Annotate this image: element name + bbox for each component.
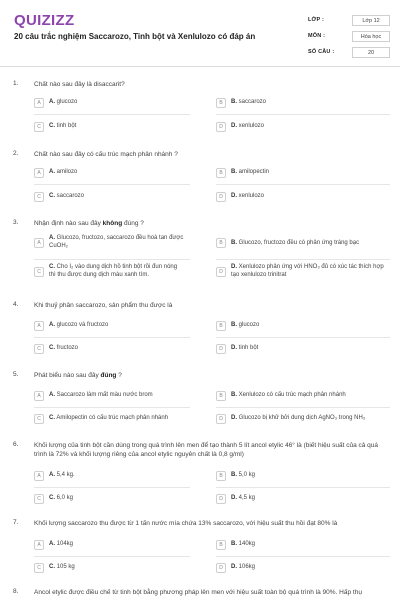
option-letter-box: C — [34, 122, 44, 132]
option-letter-box: C — [34, 192, 44, 202]
option-divider — [34, 407, 190, 408]
option-divider — [216, 114, 390, 115]
option-letter-box: D — [216, 414, 226, 424]
option-label: C. — [49, 123, 55, 130]
question-number: 7. — [13, 519, 19, 526]
meta-value: 20 — [352, 47, 390, 58]
option-text: Cho I₂ vào dung dịch hồ tinh bột rồi đun nóng thì thu được dung dịch màu xanh tím. — [49, 264, 178, 278]
option-label: D. — [231, 123, 237, 130]
option-label: C. — [49, 415, 55, 422]
option-text: Glucozo, fructozo đều có phản ứng tráng bạc — [237, 240, 360, 246]
option-divider — [34, 259, 190, 260]
option-divider — [216, 487, 390, 488]
option-d[interactable] — [216, 191, 390, 203]
option-letter-box: B — [216, 471, 226, 481]
question-text: Ancol etylic được điều chế từ tinh bột bằng phương pháp lên men với hiệu suất toàn bộ quá trình là 90%. Hấp thụ — [34, 589, 362, 596]
option-divider — [34, 487, 190, 488]
option-c[interactable] — [34, 121, 184, 133]
question-number: 1. — [13, 80, 19, 87]
option-letter-box: A — [34, 321, 44, 331]
option-text: tinh bột — [237, 345, 259, 352]
option-label: D. — [231, 495, 237, 502]
option-a[interactable] — [34, 97, 184, 109]
option-label: B. — [231, 169, 237, 176]
option-b[interactable] — [216, 320, 390, 332]
option-text: Glucozo bị khử bởi dung dịch AgNO₃ trong NH₃ — [237, 415, 366, 422]
question-text: Nhận định nào sau đây không đúng ? — [34, 220, 144, 227]
question-number: 3. — [13, 219, 19, 226]
option-text: saccarozo — [55, 193, 85, 200]
option-label: C. — [49, 345, 55, 352]
option-letter-box: A — [34, 98, 44, 108]
option-letter-box: C — [34, 344, 44, 354]
option-c[interactable] — [34, 493, 184, 505]
quizizz-logo: QUIZIZZ — [14, 12, 75, 29]
option-divider — [34, 337, 190, 338]
option-label: A. — [49, 541, 55, 548]
option-text: 6,0 kg — [55, 495, 74, 502]
meta-row-subject — [308, 28, 390, 44]
option-text: saccarozo — [237, 99, 267, 106]
option-letter-box: D — [216, 192, 226, 202]
worksheet-title: 20 câu trắc nghiệm Saccarozo, Tinh bột và Xenlulozo có đáp án — [14, 32, 256, 41]
option-a[interactable] — [34, 470, 184, 482]
option-letter-box: A — [34, 471, 44, 481]
option-label: C. — [49, 495, 55, 502]
option-label: B. — [231, 541, 237, 548]
option-text: Saccarozo làm mất màu nước brom — [55, 392, 153, 399]
option-text: xenlulozo — [237, 193, 265, 200]
option-b[interactable] — [216, 167, 390, 179]
option-letter-box: B — [216, 321, 226, 331]
option-letter-box: D — [216, 267, 226, 277]
option-label: D. — [231, 264, 237, 270]
option-letter-box: B — [216, 238, 226, 248]
meta-label: LỚP : — [308, 17, 324, 23]
question-number: 2. — [13, 150, 19, 157]
option-text: amilopectin — [237, 169, 270, 176]
option-text: tinh bột — [55, 123, 77, 130]
option-label: B. — [231, 240, 237, 246]
option-a[interactable] — [34, 167, 184, 179]
question-text: Phát biểu nào sau đây đúng ? — [34, 372, 122, 379]
option-label: D. — [231, 193, 237, 200]
option-c[interactable] — [34, 191, 184, 203]
option-label: A. — [49, 322, 55, 329]
meta-row-grade — [308, 12, 390, 28]
option-label: A. — [49, 235, 55, 241]
option-text: Glucozo, fructozo, saccarozo đều hoà tan được CuOH₂ — [49, 235, 184, 249]
meta-value: Lớp 12 — [352, 15, 390, 26]
option-d[interactable] — [216, 413, 390, 425]
option-divider — [216, 337, 390, 338]
option-label: C. — [49, 564, 55, 571]
option-text: glucozo và fructozo — [55, 322, 109, 329]
option-d[interactable] — [216, 121, 390, 133]
option-divider — [216, 407, 390, 408]
option-text: 5,0 kg — [237, 472, 256, 479]
option-label: C. — [49, 264, 55, 270]
option-a[interactable] — [34, 320, 184, 332]
option-text: 4,5 kg — [237, 495, 256, 502]
option-letter-box: A — [34, 391, 44, 401]
question-number: 6. — [13, 441, 19, 448]
option-label: A. — [49, 99, 55, 106]
question-number: 4. — [13, 301, 19, 308]
option-d[interactable] — [216, 343, 390, 355]
option-letter-box: C — [34, 494, 44, 504]
header-divider — [0, 66, 400, 67]
option-d[interactable] — [216, 493, 390, 505]
question-number: 8. — [13, 588, 19, 595]
option-c[interactable] — [34, 562, 184, 574]
option-letter-box: D — [216, 494, 226, 504]
option-letter-box: A — [34, 540, 44, 550]
option-text: 5,4 kg. — [55, 472, 75, 479]
option-letter-box: B — [216, 98, 226, 108]
option-letter-box: C — [34, 563, 44, 573]
question-text: Chất nào sau đây là disaccarit? — [34, 81, 125, 88]
question-emphasis: không — [102, 220, 123, 227]
option-letter-box: C — [34, 414, 44, 424]
option-label: C. — [49, 193, 55, 200]
meta-label: SỐ CÂU : — [308, 49, 335, 55]
option-b[interactable] — [216, 390, 390, 402]
option-text: glucozo — [237, 322, 260, 329]
option-b[interactable] — [216, 235, 390, 255]
option-divider — [216, 556, 390, 557]
option-text: amilozo — [55, 169, 78, 176]
option-c[interactable] — [34, 264, 184, 284]
option-text: Xenlulozo phản ứng với HNO₃ đủ có xúc tác thích hợp tạo xenlulozo trinitrat — [231, 264, 384, 278]
option-b[interactable] — [216, 470, 390, 482]
option-text: fructozo — [55, 345, 79, 352]
option-letter-box: A — [34, 238, 44, 248]
option-label: D. — [231, 564, 237, 571]
option-letter-box: B — [216, 168, 226, 178]
option-divider — [34, 114, 190, 115]
option-d[interactable] — [216, 264, 390, 284]
option-letter-box: C — [34, 267, 44, 277]
option-b[interactable] — [216, 97, 390, 109]
question-text: Chất nào sau đây có cấu trúc mạch phân nhánh ? — [34, 151, 178, 158]
option-text: glucozo — [55, 99, 78, 106]
option-label: A. — [49, 472, 55, 479]
option-divider — [216, 184, 390, 185]
option-b[interactable] — [216, 539, 390, 551]
option-label: D. — [231, 415, 237, 422]
meta-row-count — [308, 44, 390, 60]
option-letter-box: B — [216, 540, 226, 550]
option-text: 105 kg — [55, 564, 75, 571]
option-a[interactable] — [34, 539, 184, 551]
option-label: A. — [49, 392, 55, 399]
option-label: A. — [49, 169, 55, 176]
option-letter-box: D — [216, 563, 226, 573]
option-label: D. — [231, 345, 237, 352]
option-c[interactable] — [34, 413, 184, 425]
option-a[interactable] — [34, 390, 184, 402]
question-emphasis: đúng — [100, 372, 117, 379]
meta-value: Hóa học — [352, 31, 390, 42]
option-letter-box: A — [34, 168, 44, 178]
option-text: 104kg — [55, 541, 74, 548]
option-label: B. — [231, 472, 237, 479]
option-divider — [34, 184, 190, 185]
meta-label: MÔN : — [308, 33, 326, 39]
option-a[interactable] — [34, 235, 184, 255]
option-text: 106kg — [237, 564, 256, 571]
option-label: B. — [231, 322, 237, 329]
question-number: 5. — [13, 371, 19, 378]
option-label: B. — [231, 99, 237, 106]
worksheet-header — [0, 0, 400, 68]
option-letter-box: D — [216, 122, 226, 132]
option-letter-box: B — [216, 391, 226, 401]
worksheet-meta — [308, 12, 390, 60]
option-c[interactable] — [34, 343, 184, 355]
question-text: Khi thuỷ phân saccarozo, sản phẩm thu được là — [34, 302, 173, 309]
option-divider — [34, 556, 190, 557]
option-divider — [216, 259, 390, 260]
option-text: Xenlulozo có cấu trúc mạch phân nhánh — [237, 392, 346, 399]
option-label: B. — [231, 392, 237, 399]
option-text: 140kg — [237, 541, 256, 548]
option-letter-box: D — [216, 344, 226, 354]
option-text: Amilopectin có cấu trúc mạch phân nhánh — [55, 415, 169, 422]
option-text: xenlulozo — [237, 123, 265, 130]
question-text: Khối lượng của tinh bột cần dùng trong quá trình lên men để tạo thành 5 lít ancol etylic 46° là (biết hiệu suất của cả quá trình là 72% và khối lượng riêng của ancol etylic nguyên chất là 0,8 g/ml) — [34, 442, 379, 458]
option-d[interactable] — [216, 562, 390, 574]
question-text: Khối lượng saccarozo thu được từ 1 tấn nước mía chứa 13% saccarozo, với hiệu suất thu hồi đạt 80% là — [34, 520, 338, 527]
